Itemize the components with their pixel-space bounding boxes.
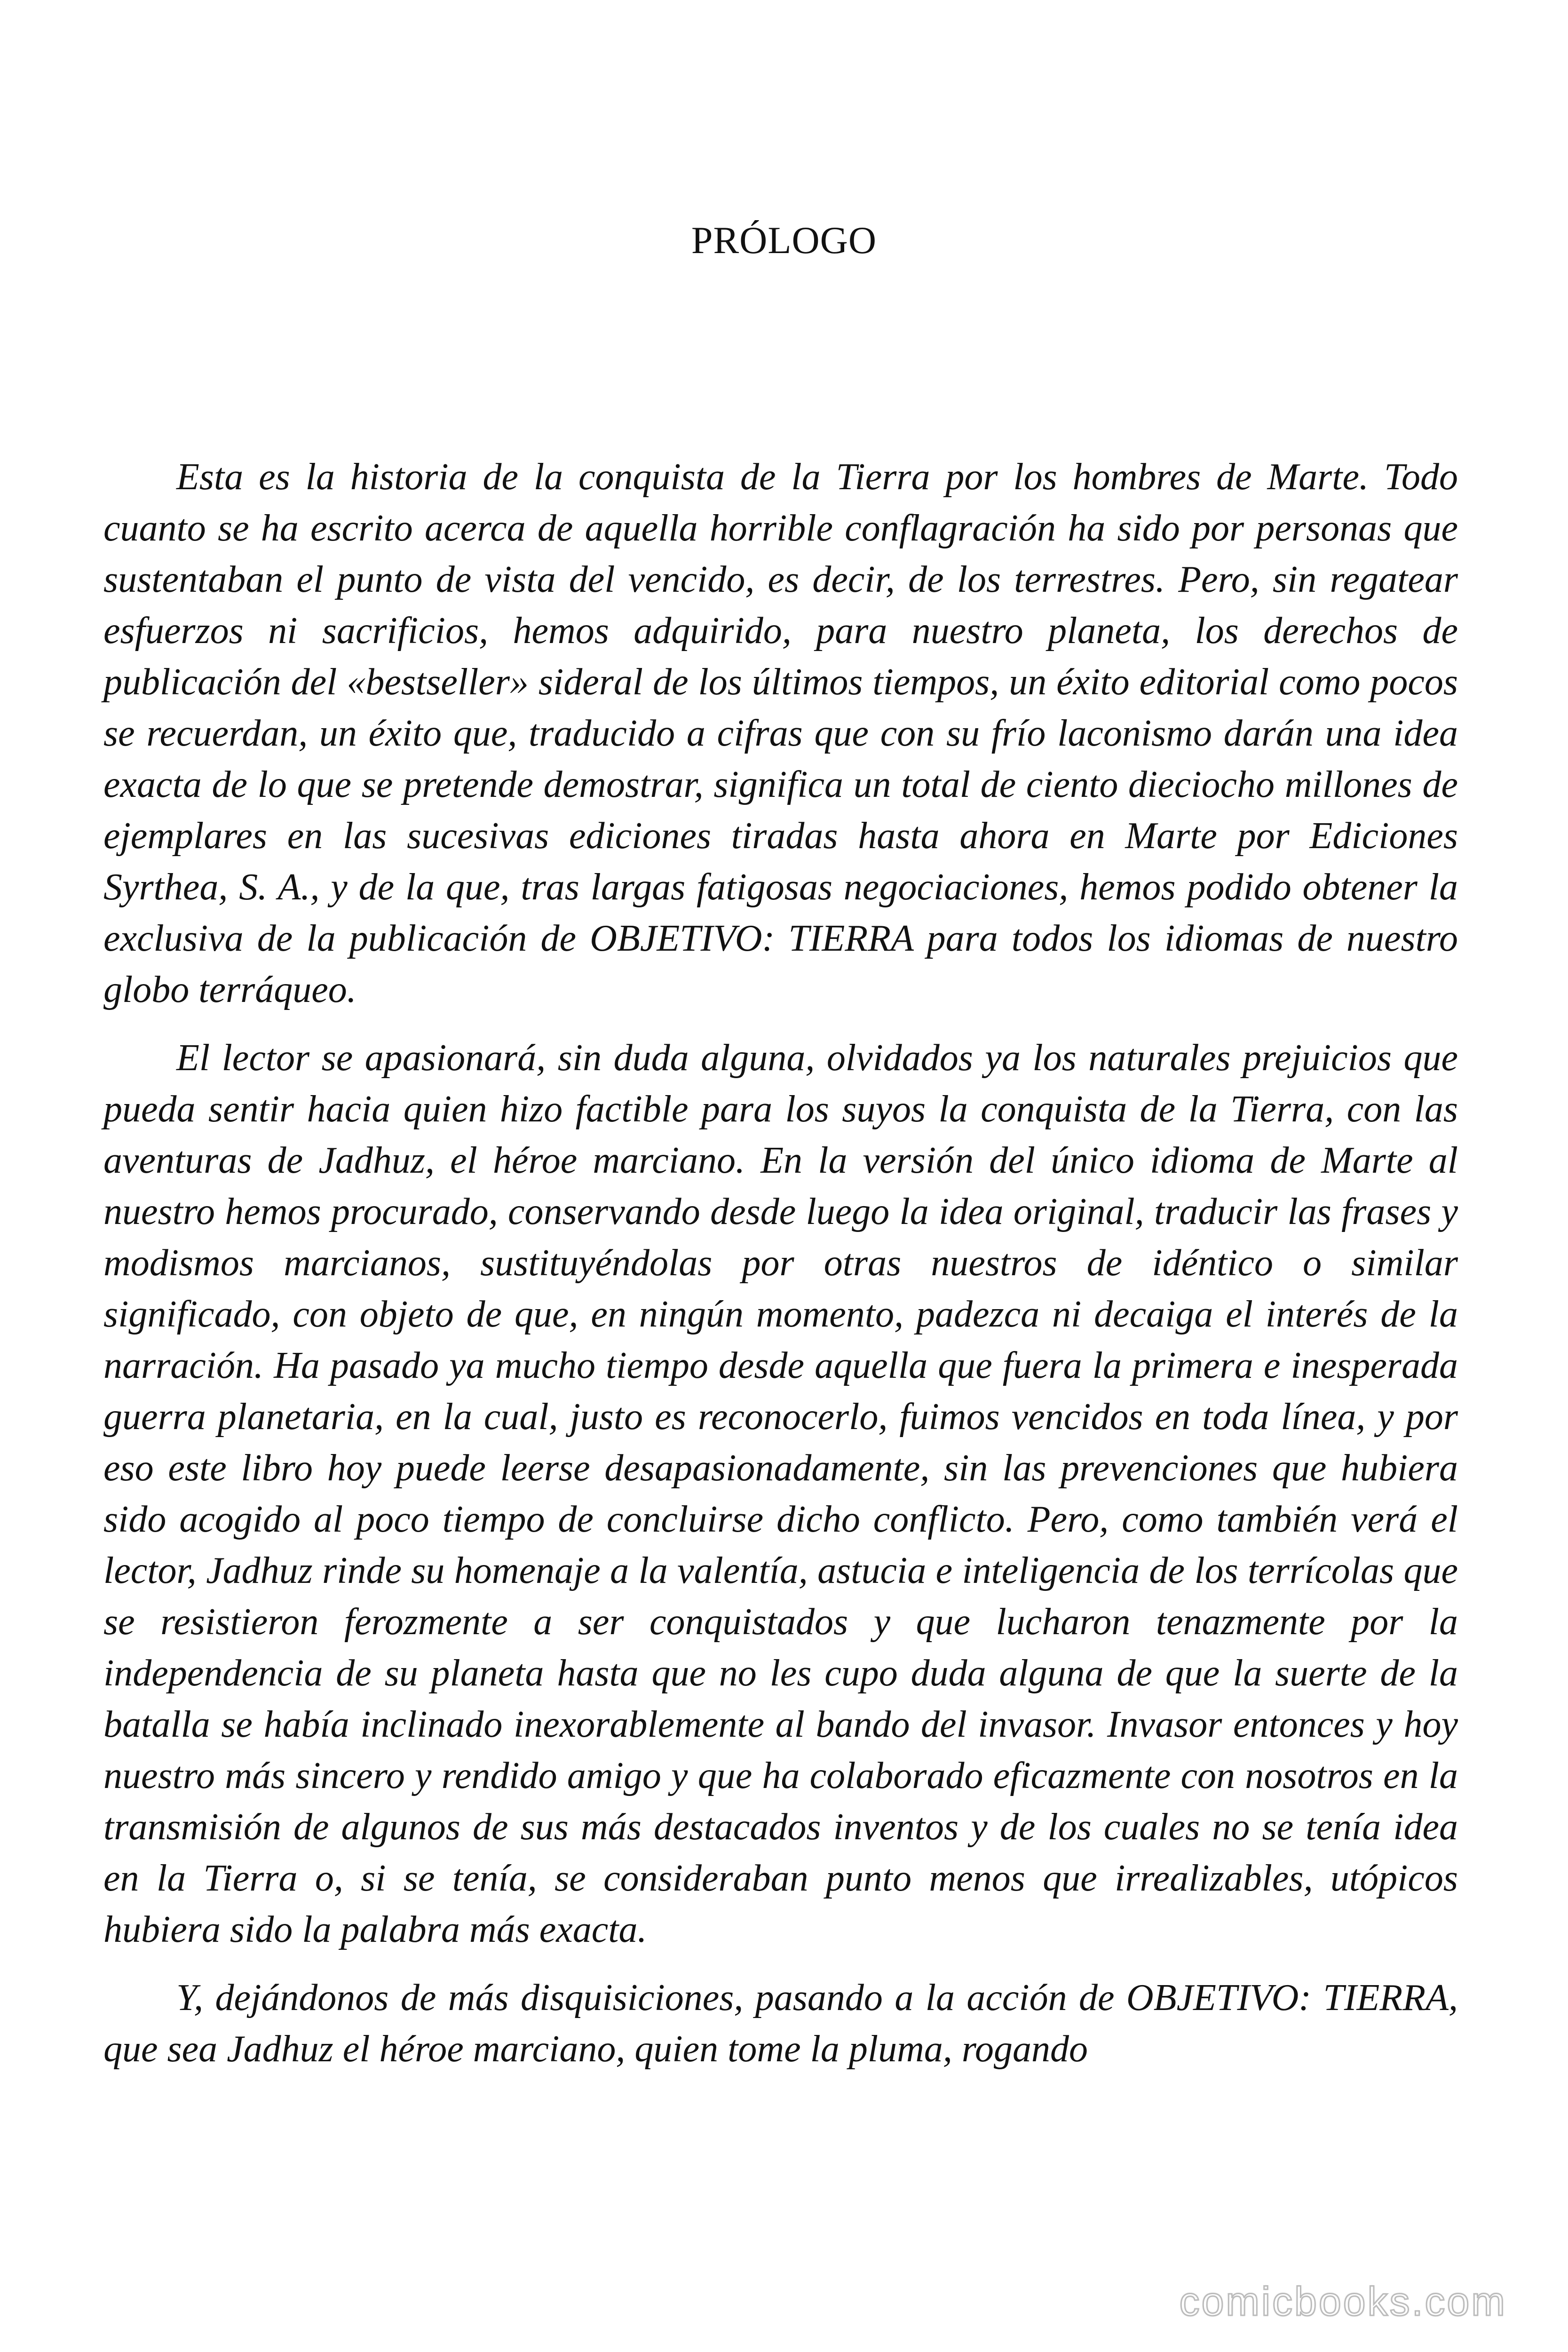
prologue-body xyxy=(103,452,1458,2092)
chapter-title: PRÓLOGO xyxy=(691,219,877,262)
paragraph-2: El lector se apasionará, sin duda alguna, olvidados ya los naturales prejuicios que pueda sentir hacia quien hizo factible para los suyos la conquista de la Tierra, con las aventuras de Jadhuz, el héroe marciano. En la versión del único idioma de Marte al nuestro hemos procurado, conservando desde luego la idea original, traducir las frases y modismos marcianos, sustituyéndolas por otras nuestros de idéntico o similar significado, con objeto de que, en ningún momento, padezca ni decaiga el interés de la narración. Ha pasado ya mucho tiempo desde aquella que fuera la primera e inesperada guerra planetaria, en la cual, justo es reconocerlo, fuimos vencidos en toda línea, y por eso este libro hoy puede leerse desapasionadamente, sin las prevenciones que hubiera sido acogido al poco tiempo de concluirse dicho conflicto. Pero, como también verá el lector, Jadhuz rinde su homenaje a la valentía, astucia e inteligencia de los terrícolas que se resistieron ferozmente a ser conquistados y que lucharon tenazmente por la independencia de su planeta hasta que no les cupo duda alguna de que la suerte de la batalla se había inclinado inexorablemente al bando del invasor. Invasor entonces y hoy nuestro más sincero y rendido amigo y que ha colaborado eficazmente con nosotros en la transmisión de algunos de sus más destacados inventos y de los cuales no se tenía idea en la Tierra o, si se tenía, se consideraban punto menos que irrealizables, utópicos hubiera sido la palabra más exacta. xyxy=(103,1037,1458,1950)
paragraph-1: Esta es la historia de la conquista de la Tierra por los hombres de Marte. Todo cuanto se ha escrito acerca de aquella horrible conflagración ha sido por personas que sustentaban el punto de vista del vencido, es decir, de los terrestres. Pero, sin regatear esfuerzos ni sacrificios, hemos adquirido, para nuestro planeta, los derechos de publicación del «bestseller» sideral de los últimos tiempos, un éxito editorial como pocos se recuerdan, un éxito que, traducido a cifras que con su frío laconismo darán una idea exacta de lo que se pretende demostrar, significa un total de ciento dieciocho millones de ejemplares en las sucesivas ediciones tiradas hasta ahora en Marte por Ediciones Syrthea, S. A., y de la que, tras largas fatigosas negociaciones, hemos podido obtener la exclusiva de la publicación de OBJETIVO: TIERRA para todos los idiomas de nuestro globo terráqueo. xyxy=(103,456,1458,1010)
paragraph-3: Y, dejándonos de más disquisiciones, pasando a la acción de OBJETIVO: TIERRA, que sea Jadhuz el héroe marciano, quien tome la pluma, rogando xyxy=(103,1977,1458,2070)
site-watermark: comicbooks.com xyxy=(1179,2279,1507,2324)
